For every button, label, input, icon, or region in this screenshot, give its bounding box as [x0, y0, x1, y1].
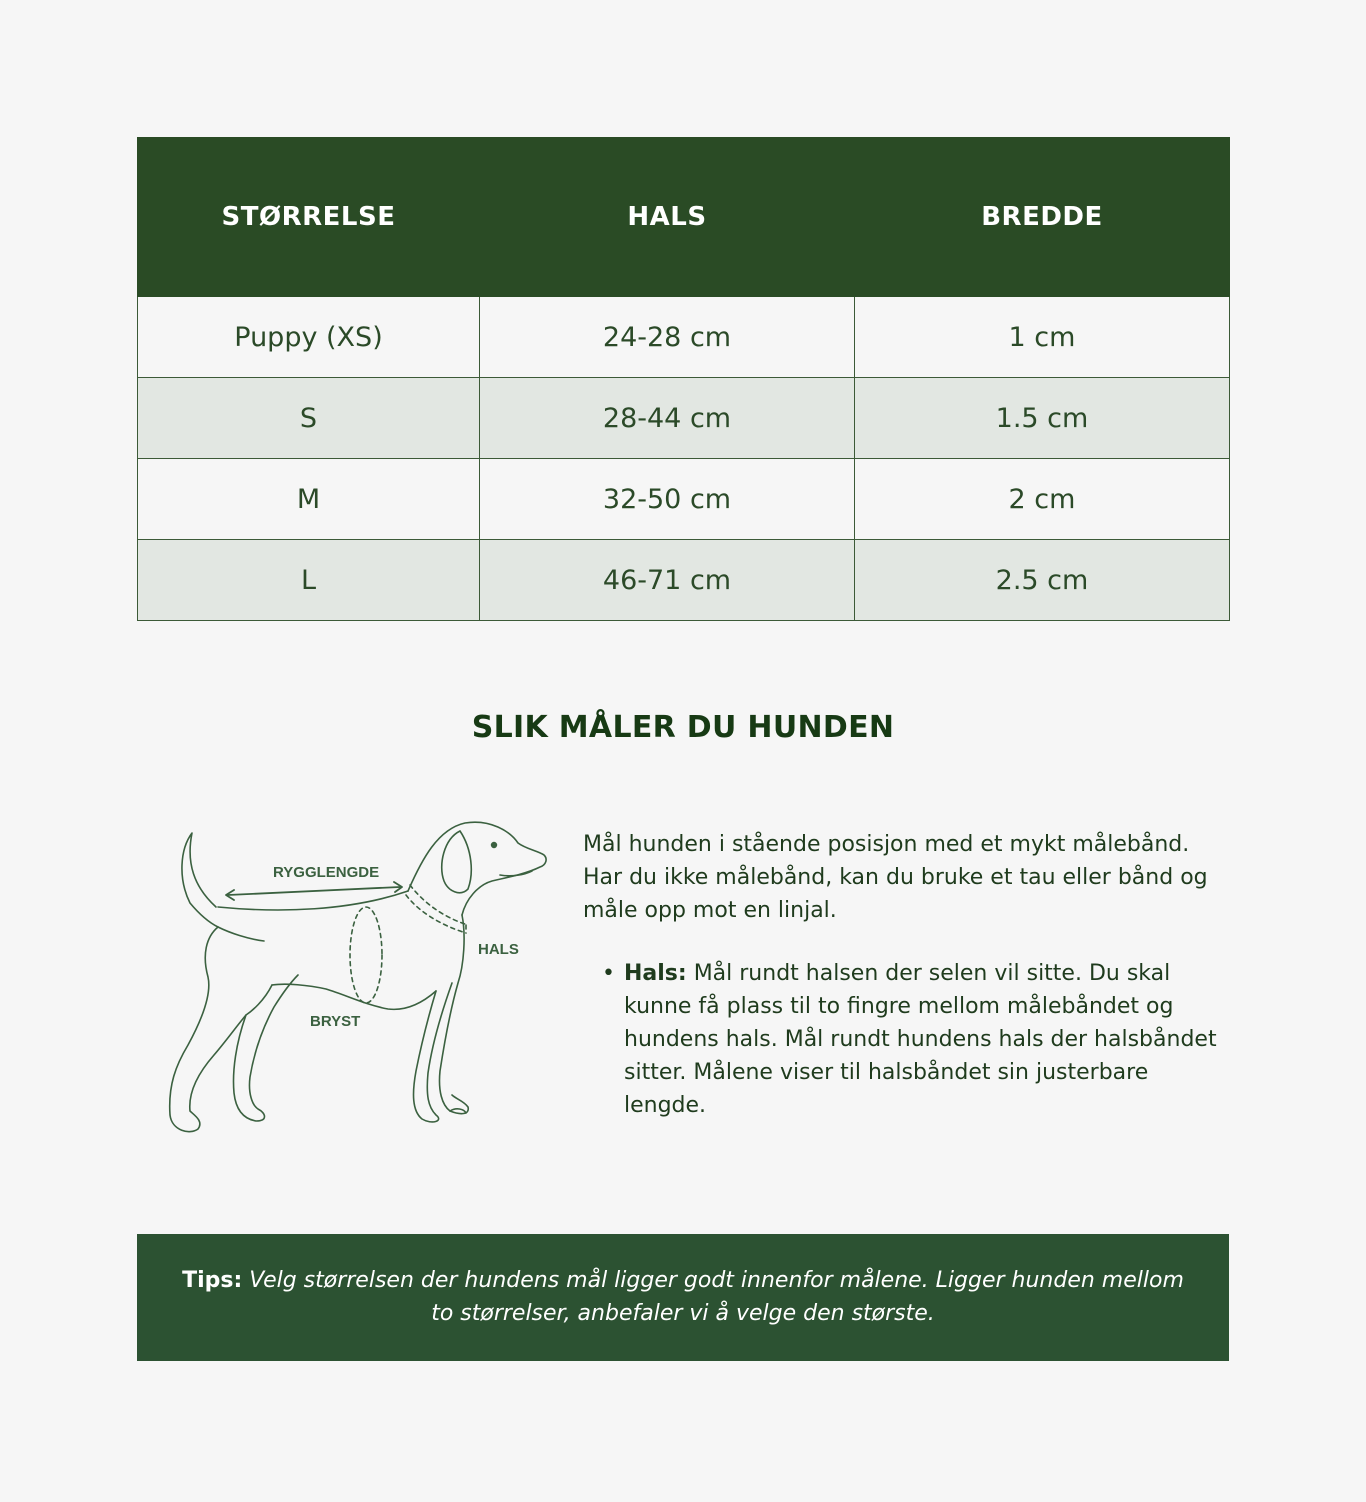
tips-box: [137, 1234, 1229, 1361]
neck-label: HALS: [478, 941, 519, 958]
chest-label: BRYST: [310, 1013, 361, 1030]
measure-instructions: [583, 828, 1233, 1122]
width-cell: 2 cm: [855, 459, 1230, 540]
size-cell: S: [138, 378, 480, 459]
width-cell: 2.5 cm: [855, 540, 1230, 621]
measure-item-text: Mål rundt halsen der selen vil sitte. Du skal kunne få plass til to fingre mellom målebåndet og hundens hals. Mål rundt hundens hals der halsbåndet sitter. Målene viser til halsbåndet sin justerbare lengde.: [624, 961, 1217, 1118]
table-row: [138, 297, 1230, 378]
tips-label: Tips:: [182, 1268, 243, 1293]
table-row: [138, 459, 1230, 540]
size-table: [137, 137, 1230, 621]
width-cell: 1 cm: [855, 297, 1230, 378]
neck-cell: 28-44 cm: [480, 378, 855, 459]
width-cell: 1.5 cm: [855, 378, 1230, 459]
section-title: SLIK MÅLER DU HUNDEN: [471, 710, 895, 745]
neck-cell: 24-28 cm: [480, 297, 855, 378]
table-row: [138, 378, 1230, 459]
column-header-size: STØRRELSE: [138, 138, 480, 297]
measure-intro: Mål hunden i stående posisjon med et mykt målebånd. Har du ikke målebånd, kan du bruke et tau eller bånd og måle opp mot en linjal.: [583, 832, 1208, 923]
size-cell: Puppy (XS): [138, 297, 480, 378]
table-row: [138, 540, 1230, 621]
tips-text: Velg størrelsen der hundens mål ligger godt innenfor målene. Ligger hunden mellom to størrelser, anbefaler vi å velge den største.: [242, 1268, 1184, 1326]
column-header-neck: HALS: [480, 138, 855, 297]
dog-measurement-illustration: [160, 815, 555, 1145]
back-length-label: RYGGLENGDE: [273, 864, 380, 881]
column-header-width: BREDDE: [855, 138, 1230, 297]
size-cell: M: [138, 459, 480, 540]
list-item: [602, 957, 1233, 1122]
size-cell: L: [138, 540, 480, 621]
bullet-icon: •: [602, 961, 615, 986]
measure-item-label: Hals:: [624, 961, 687, 986]
table-header-row: [138, 138, 1230, 297]
neck-cell: 46-71 cm: [480, 540, 855, 621]
measure-list: [583, 957, 1233, 1122]
neck-cell: 32-50 cm: [480, 459, 855, 540]
